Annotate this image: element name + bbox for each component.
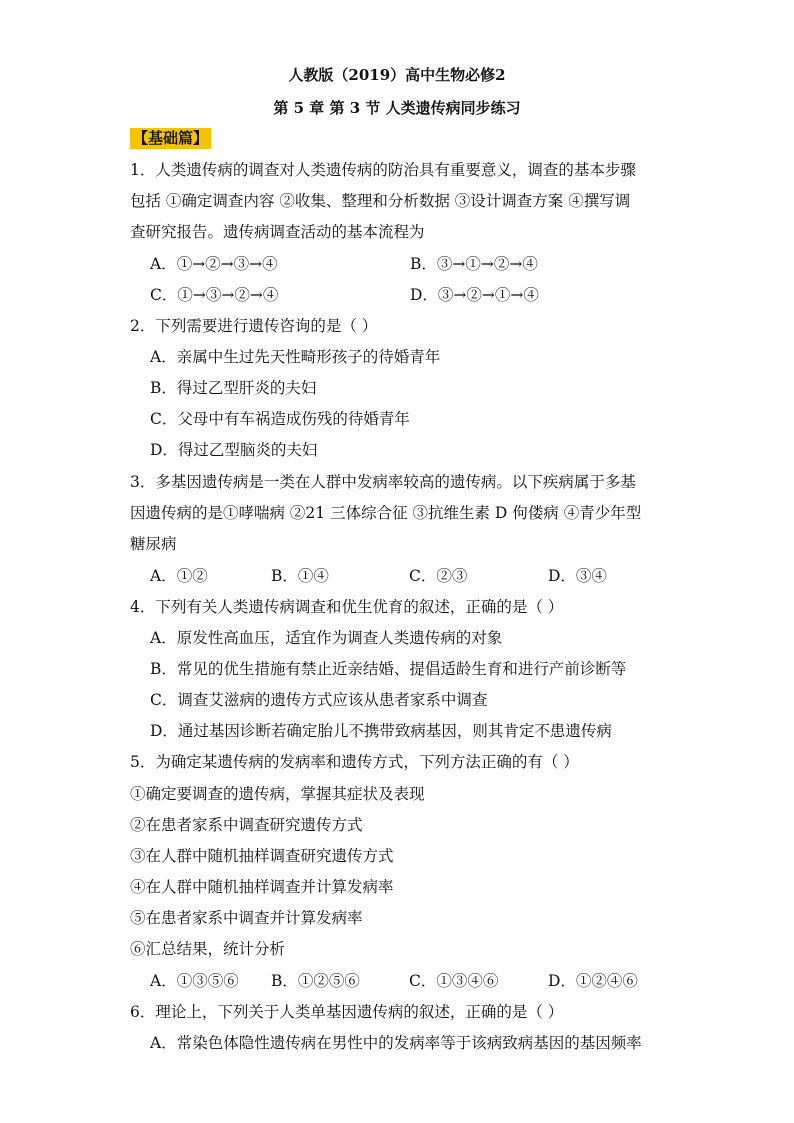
q5-item-2: ②在患者家系中调查研究遗传方式 [130,816,363,834]
document-title: 人教版（2019）高中生物必修2 [288,66,506,84]
q1-option-b: B．③→①→②→④ [410,255,538,273]
q5-option-c: C．①③④⑥ [409,972,499,990]
q5-option-b: B．①②⑤⑥ [271,972,360,990]
q1-stem-line-3: 查研究报告。遗传病调查活动的基本流程为 [130,223,425,241]
q4-option-c: C．调查艾滋病的遗传方式应该从患者家系中调查 [150,691,488,709]
q5-item-6: ⑥汇总结果，统计分析 [130,940,286,958]
q5-item-4: ④在人群中随机抽样调查并计算发病率 [130,878,394,896]
q5-item-5: ⑤在患者家系中调查并计算发病率 [130,909,363,927]
section-label-basic: 【基础篇】 [130,128,211,149]
q5-item-3: ③在人群中随机抽样调查研究遗传方式 [130,847,394,865]
q5-option-a: A．①③⑤⑥ [150,972,239,990]
q4-option-b: B．常见的优生措施有禁止近亲结婚、提倡适龄生育和进行产前诊断等 [150,660,627,678]
q2-stem: 2．下列需要进行遗传咨询的是（ ） [130,317,378,335]
q4-option-a: A．原发性高血压，适宜作为调查人类遗传病的对象 [150,629,503,647]
q6-stem: 6．理论上，下列关于人类单基因遗传病的叙述，正确的是（ ） [130,1003,564,1021]
q5-option-d: D．①②④⑥ [548,972,638,990]
q1-stem-line-2: 包括 ①确定调查内容 ②收集、整理和分析数据 ③设计调查方案 ④撰写调 [130,192,631,210]
q3-option-c: C．②③ [409,567,468,585]
q5-item-1: ①确定要调查的遗传病，掌握其症状及表现 [130,785,425,803]
q1-stem-line-1: 1．人类遗传病的调查对人类遗传病的防治具有重要意义，调查的基本步骤 [130,161,636,179]
q1-option-d: D．③→②→①→④ [410,286,539,304]
q3-stem-line-1: 3．多基因遗传病是一类在人群中发病率较高的遗传病。以下疾病属于多基 [130,473,636,491]
q2-option-b: B．得过乙型肝炎的夫妇 [150,379,317,397]
q5-stem: 5．为确定某遗传病的发病率和遗传方式，下列方法正确的有（ ） [130,753,579,771]
q4-stem: 4．下列有关人类遗传病调查和优生优育的叙述，正确的是（ ） [130,598,564,616]
q2-option-a: A．亲属中生过先天性畸形孩子的待婚青年 [150,348,441,366]
q1-option-a: A．①→②→③→④ [150,255,278,273]
q4-option-d: D．通过基因诊断若确定胎儿不携带致病基因，则其肯定不患遗传病 [150,722,612,740]
q3-stem-line-3: 糖尿病 [130,535,177,553]
q2-option-c: C．父母中有车祸造成伤残的待婚青年 [150,410,410,428]
q2-option-d: D．得过乙型脑炎的夫妇 [150,441,318,459]
q6-option-a: A．常染色体隐性遗传病在男性中的发病率等于该病致病基因的基因频率 [150,1034,642,1052]
q3-stem-line-2: 因遗传病的是①哮喘病 ②21 三体综合征 ③抗维生素 D 佝偻病 ④青少年型 [130,504,642,522]
q3-option-a: A．①② [150,567,208,585]
q3-option-b: B．①④ [271,567,329,585]
q3-option-d: D．③④ [548,567,607,585]
document-subtitle: 第 5 章 第 3 节 人类遗传病同步练习 [273,99,521,117]
q1-option-c: C．①→③→②→④ [150,286,279,304]
